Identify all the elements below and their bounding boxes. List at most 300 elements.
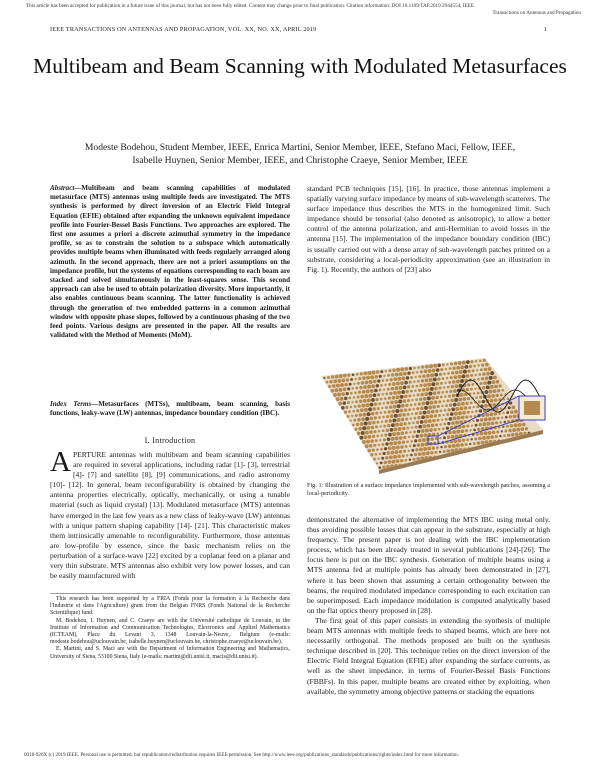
patch-element (383, 389, 385, 391)
patch-element (509, 401, 512, 404)
patch-element (451, 385, 454, 388)
patch-element (457, 375, 461, 379)
patch-element (425, 429, 429, 433)
patch-element (483, 359, 486, 362)
patch-element (391, 387, 395, 391)
patch-element (367, 385, 371, 389)
patch-element (412, 458, 415, 461)
patch-element (406, 390, 409, 393)
patch-element (507, 447, 510, 450)
patch-element (485, 413, 489, 417)
patch-element (371, 426, 375, 430)
patch-element (436, 460, 439, 463)
figure-1 (307, 356, 550, 474)
patch-element (385, 406, 388, 409)
patch-element (505, 430, 508, 433)
patch-element (371, 398, 375, 402)
patch-element (474, 451, 477, 454)
patch-element (387, 424, 390, 427)
patch-element (408, 450, 410, 452)
patch-element (354, 391, 357, 394)
patch-element (367, 398, 371, 402)
patch-element (387, 374, 390, 377)
patch-element (370, 453, 373, 456)
patch-element (480, 454, 484, 458)
patch-element (488, 417, 492, 421)
patch-element (452, 367, 455, 370)
patch-element (442, 427, 445, 430)
patch-element (433, 428, 436, 431)
patch-element (416, 434, 419, 437)
patch-element (396, 382, 400, 386)
patch-element (497, 389, 500, 392)
patch-element (384, 461, 387, 464)
patch-element (382, 466, 385, 469)
patch-element (356, 409, 359, 412)
patch-element (516, 428, 520, 432)
patch-element (369, 416, 373, 420)
patch-element (392, 460, 396, 464)
patch-element (445, 418, 448, 421)
patch-element (413, 394, 415, 396)
patch-element (374, 389, 378, 393)
patch-element (343, 374, 347, 378)
patch-element (489, 376, 493, 380)
patch-element (392, 418, 396, 422)
patch-element (403, 385, 407, 389)
author-list (40, 142, 560, 167)
right-column-bottom (307, 515, 550, 697)
patch-element (375, 453, 378, 456)
patch-element (452, 394, 456, 398)
patch-element (378, 444, 380, 446)
index-terms-label: Index Terms (50, 400, 92, 408)
patch-element (369, 430, 373, 434)
patch-element (396, 418, 400, 422)
patch-element (399, 422, 403, 426)
patch-element (397, 391, 401, 395)
patch-element (462, 374, 466, 378)
patch-element (452, 416, 456, 420)
patch-element (495, 421, 498, 424)
patch-element (443, 400, 445, 402)
patch-element (395, 373, 399, 377)
patch-element (419, 447, 423, 451)
patch-element (341, 392, 345, 396)
patch-element (421, 379, 424, 382)
patch-element (474, 437, 477, 440)
patch-element (436, 382, 440, 386)
patch-element (397, 441, 401, 445)
patch-element (447, 436, 450, 439)
patch-element (485, 363, 489, 367)
patch-element (384, 384, 386, 386)
patch-element (411, 449, 414, 452)
patch-element (433, 364, 437, 368)
patch-element (523, 446, 526, 449)
patch-element (470, 388, 473, 391)
patch-element (519, 446, 523, 450)
patch-element (504, 421, 507, 424)
patch-element (498, 384, 501, 387)
patch-element (501, 389, 504, 392)
patch-element (497, 453, 499, 455)
patch-element (399, 450, 403, 454)
patch-element (352, 373, 355, 376)
patch-element (385, 393, 388, 396)
patch-element (446, 413, 449, 416)
patch-element (352, 410, 355, 413)
patch-element (372, 449, 375, 452)
patch-element (432, 405, 436, 409)
patch-element (479, 359, 482, 362)
patch-element (488, 390, 492, 394)
patch-element (442, 414, 444, 416)
patch-element (389, 392, 392, 395)
patch-element (444, 409, 447, 412)
section-heading: I. Introduction (144, 436, 196, 445)
patch-element (417, 416, 420, 419)
patch-element (380, 448, 383, 451)
patch-element (535, 444, 538, 447)
patch-element (380, 370, 383, 373)
patch-element (422, 374, 426, 378)
patch-element (481, 364, 484, 367)
patch-element (494, 385, 498, 389)
patch-element (466, 374, 470, 378)
patch-element (490, 435, 494, 439)
patch-element (448, 431, 452, 435)
patch-element (440, 409, 443, 412)
patch-element (435, 410, 438, 413)
patch-element (450, 376, 453, 379)
patch-element (474, 388, 476, 390)
patch-element (368, 407, 372, 411)
patch-element (350, 392, 353, 395)
patch-element (481, 441, 485, 445)
patch-element (421, 443, 425, 447)
patch-element (326, 381, 329, 384)
patch-element (490, 385, 494, 389)
patch-element (424, 406, 428, 410)
patch-element (496, 380, 500, 384)
patch-element (350, 378, 353, 381)
footnotes (50, 596, 290, 661)
patch-element (441, 419, 443, 421)
patch-element (476, 419, 479, 422)
patch-element (453, 389, 457, 393)
patch-element (501, 453, 504, 456)
patch-element (451, 421, 455, 425)
patch-element (525, 427, 528, 430)
patch-element (402, 454, 405, 457)
patch-element (451, 408, 455, 412)
patch-element (450, 399, 454, 403)
patch-element (447, 386, 450, 389)
patch-element (355, 378, 357, 380)
patch-element (473, 456, 476, 459)
patch-element (495, 435, 498, 438)
patch-element (480, 418, 484, 422)
patch-element (482, 386, 486, 390)
patch-element (413, 444, 416, 447)
patch-element (473, 429, 476, 432)
patch-element (373, 393, 377, 397)
patch-element (393, 441, 397, 445)
patch-element (387, 438, 391, 442)
patch-element (394, 386, 398, 390)
author-line-1: Modeste Bodehou, Student Member, IEEE, Enrica Martini, Senior Member, IEEE, Stefano Maci, Fellow, IEEE, (84, 142, 516, 153)
patch-element (489, 412, 493, 416)
patch-element (348, 410, 351, 413)
patch-element (361, 404, 365, 408)
patch-element (475, 410, 478, 413)
patch-element (478, 400, 481, 403)
patch-element (392, 368, 396, 372)
patch-element (374, 403, 377, 406)
patch-element (477, 364, 479, 366)
patch-element (470, 415, 473, 418)
patch-element (510, 424, 514, 428)
patch-element (380, 412, 382, 414)
patch-element (364, 408, 368, 412)
patch-element (346, 378, 349, 381)
patch-element (431, 396, 435, 400)
patch-element (439, 373, 442, 376)
patch-element (401, 390, 405, 394)
patch-element (534, 449, 537, 452)
patch-element (456, 366, 460, 370)
patch-element (353, 396, 355, 398)
patch-element (357, 418, 360, 421)
patch-element (453, 375, 457, 379)
footnote-rule (50, 593, 290, 594)
copyright-footer: 0018-926X (c) 2019 IEEE. Personal use is permitted, but republication/redistribution requires IEEE permission. See http://www.ieee.org/publications_standards/publications/rights/index.html for more information. (24, 752, 460, 758)
patch-element (365, 444, 369, 448)
patch-element (360, 395, 364, 399)
patch-element (441, 391, 444, 394)
patch-element (415, 398, 418, 401)
patch-element (433, 391, 437, 395)
patch-element (403, 436, 406, 439)
patch-element (355, 400, 358, 403)
patch-element (367, 412, 371, 416)
abstract (50, 184, 290, 340)
patch-element (424, 370, 428, 374)
patch-element (459, 370, 463, 374)
patch-element (435, 396, 438, 399)
patch-element (412, 435, 415, 438)
patch-element (420, 406, 424, 410)
patch-element (435, 423, 438, 426)
patch-element (410, 376, 413, 379)
patch-element (473, 442, 476, 445)
patch-element (402, 413, 406, 417)
patch-element (432, 369, 436, 373)
patch-element (529, 441, 531, 443)
patch-element (396, 445, 400, 449)
patch-element (367, 371, 371, 375)
patch-element (416, 421, 419, 424)
patch-element (410, 417, 412, 419)
patch-element (443, 386, 445, 388)
patch-element (470, 401, 473, 404)
patch-element (512, 442, 516, 446)
patch-element (404, 408, 407, 411)
patch-element (508, 406, 511, 409)
patch-element (439, 437, 441, 439)
patch-element (408, 394, 411, 397)
patch-element (392, 396, 396, 400)
patch-element (365, 431, 369, 435)
patch-element (466, 438, 469, 441)
patch-element (388, 433, 392, 437)
patch-element (450, 412, 454, 416)
intro-text: PERTURE antennas with multibeam and beam scanning capabilities are required in several applications, including radar [1]- [3], terrestrial [4]- [7] and satellite [8], [9] communications, and radio astronomy [10]- [12]. In general, beam reconfigurability is obtained by changing the antenna properties electrically, optically, mechanically, or using a tunable material (such as liquid crystal) [13]. Modulated metasurface (MTS) antennas have emerged in the last few years as a new class of leaky-wave (LW) antennas with a unique pattern shaping capability [14]- [21]. This characteristic makes them intrinsically amenable to reconfigurability. Furthermore, those antennas are low-profile by essence, since the basic mechanism relies on the perturbation of a surface-wave [22] excited by a coplanar feed on a planar and very thin substrate. MTS antennas also exhibit very low power losses, and can be easily manufactured with (50, 450, 290, 581)
patch-element (406, 427, 409, 430)
patch-element (359, 413, 363, 417)
patch-element (379, 453, 381, 455)
patch-element (472, 420, 474, 422)
patch-element (336, 384, 340, 388)
patch-element (448, 395, 451, 398)
patch-element (396, 459, 400, 463)
patch-element (378, 416, 381, 419)
patch-element (482, 400, 486, 404)
patch-element (363, 413, 367, 417)
patch-element (417, 443, 421, 447)
patch-element (425, 378, 429, 382)
patch-element (353, 383, 355, 385)
patch-element (384, 433, 387, 436)
patch-element (520, 427, 524, 431)
patch-element (407, 385, 410, 388)
patch-element (418, 389, 421, 392)
patch-element (477, 441, 480, 444)
patch-element (398, 413, 402, 417)
patch-element (405, 445, 408, 448)
patch-element (369, 444, 373, 448)
patch-element (449, 417, 453, 421)
patch-element (440, 368, 443, 371)
patch-element (366, 376, 370, 380)
patch-element (508, 442, 512, 446)
patch-element (363, 435, 367, 439)
patch-element (482, 372, 485, 375)
patch-element (467, 369, 471, 373)
patch-element (387, 460, 391, 464)
patch-element (483, 431, 487, 435)
patch-element (408, 422, 411, 425)
patch-element (379, 439, 381, 441)
patch-element (478, 373, 481, 376)
patch-element (460, 365, 464, 369)
patch-element (371, 384, 375, 388)
patch-element (522, 450, 525, 453)
patch-element (486, 422, 490, 426)
patch-element (413, 381, 415, 383)
patch-element (420, 370, 423, 373)
patch-element (382, 429, 385, 432)
patch-element (460, 393, 464, 397)
patch-element (460, 379, 464, 383)
paper-title: Multibeam and Beam Scanning with Modulated Metasurfaces (33, 54, 567, 78)
patch-element (467, 411, 470, 414)
patch-element (414, 439, 417, 442)
patch-element (414, 417, 417, 420)
patch-element (381, 393, 383, 395)
patch-element (359, 400, 363, 404)
patch-element (399, 436, 403, 440)
patch-element (446, 363, 448, 365)
patch-element (358, 391, 361, 394)
abstract-label: Abstract (50, 184, 75, 192)
patch-element (395, 436, 399, 440)
patch-element (369, 380, 373, 384)
patch-element (425, 365, 429, 369)
patch-element (464, 406, 468, 410)
patch-element (332, 384, 336, 388)
patch-element (449, 390, 452, 393)
patch-element (410, 404, 413, 407)
intro-paragraph (50, 446, 290, 581)
patch-element (501, 417, 503, 419)
patch-element (440, 396, 443, 399)
patch-element (452, 380, 456, 384)
patch-element (394, 450, 398, 454)
patch-element (375, 439, 378, 442)
patch-element (422, 438, 426, 442)
patch-element (428, 405, 432, 409)
patch-element (496, 430, 499, 433)
patch-element (377, 458, 379, 460)
patch-element (380, 462, 383, 465)
patch-element (388, 383, 391, 386)
patch-element (470, 452, 472, 454)
footnote-affiliation-2: E. Martini, and S. Maci are with the Department of Information Engineering and Mathematics, University of Siena, 53100 Siena, Italy (e-mails: martini@dii.unisi.it, macis@dii.unisi.it). (50, 646, 290, 660)
patch-element (374, 416, 377, 419)
patch-element (455, 407, 459, 411)
patch-element (440, 460, 443, 463)
patch-element (430, 373, 434, 377)
patch-element (365, 380, 369, 384)
patch-element (358, 427, 362, 431)
patch-element (408, 436, 410, 438)
patch-element (458, 411, 462, 415)
footnote-funding: This research has been supported by a FRIA (Fonds pour la formation à la Recherche dans l'Industrie et dans l'Agriculture) grant from the Belgian FNRS (Fonds National de la Recherche Scientifique) fund. (50, 596, 290, 617)
patch-element (458, 361, 462, 365)
patch-element (375, 398, 378, 401)
patch-element (515, 446, 519, 450)
patch-element (385, 370, 387, 372)
patch-element (406, 440, 409, 443)
patch-element (426, 451, 430, 455)
patch-element (340, 383, 344, 387)
figure-caption: Fig. 1: Illustration of a surface impedance implemented with sub-wavelength patches, assuming a local-periodicity. (307, 482, 550, 497)
patch-element (364, 422, 368, 426)
patch-element (417, 380, 420, 383)
patch-element (479, 409, 482, 412)
patch-element (491, 380, 495, 384)
patch-element (414, 453, 417, 456)
patch-element (335, 375, 339, 379)
patch-element (454, 398, 458, 402)
patch-element (424, 392, 428, 396)
patch-element (491, 394, 495, 398)
patch-element (421, 365, 424, 368)
patch-element (413, 408, 415, 410)
patch-element (439, 423, 441, 425)
